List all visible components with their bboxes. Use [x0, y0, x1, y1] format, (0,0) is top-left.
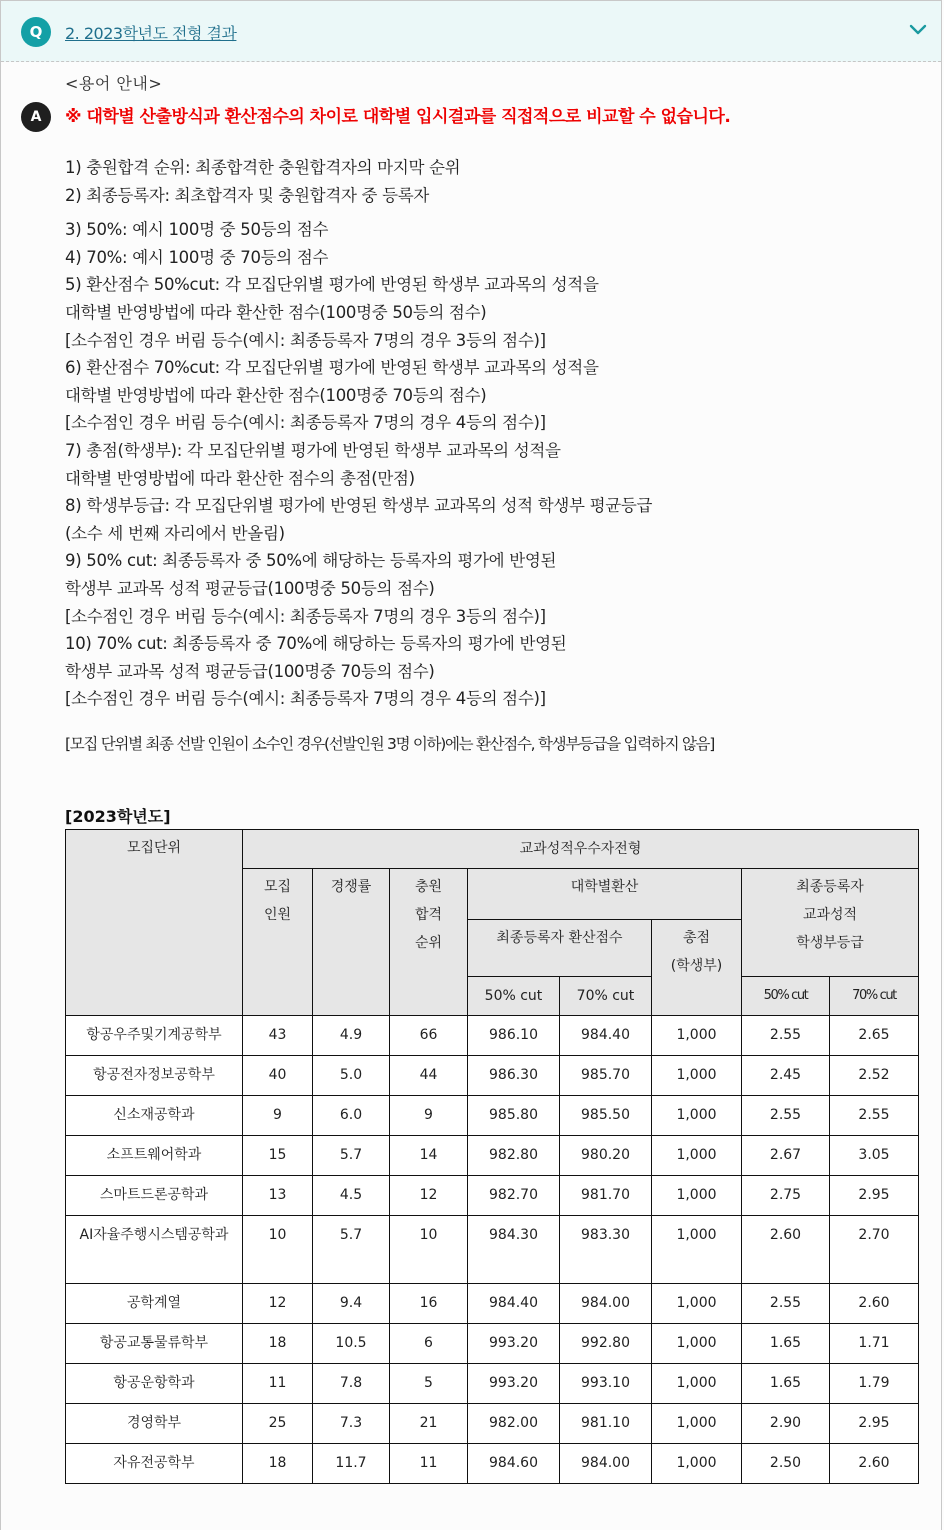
- cell-g70: 2.95: [830, 1404, 919, 1444]
- cell-g50: 2.90: [742, 1404, 830, 1444]
- cell-waitlist: 6: [390, 1324, 468, 1364]
- question-badge: Q: [21, 17, 51, 47]
- cell-unit: 경영학부: [66, 1404, 243, 1444]
- definition-line: 학생부 교과목 성적 평균등급(100명중 70등의 점수): [65, 661, 435, 681]
- cell-quota: 10: [243, 1216, 313, 1284]
- cell-waitlist: 21: [390, 1404, 468, 1444]
- definition-line: [소수점인 경우 버림 등수(예시: 최종등록자 7명의 경우 4등의 점수)]: [65, 413, 546, 433]
- cell-total: 1,000: [652, 1364, 742, 1404]
- cell-total: 1,000: [652, 1404, 742, 1444]
- cell-g70: 2.60: [830, 1284, 919, 1324]
- cell-ratio: 7.8: [313, 1364, 390, 1404]
- cell-waitlist: 66: [390, 1016, 468, 1056]
- cell-conv50: 993.20: [468, 1324, 560, 1364]
- cell-quota: 12: [243, 1284, 313, 1324]
- cell-ratio: 7.3: [313, 1404, 390, 1444]
- cell-total: 1,000: [652, 1016, 742, 1056]
- cell-conv70: 983.30: [560, 1216, 652, 1284]
- cell-g50: 1.65: [742, 1364, 830, 1404]
- cell-total: 1,000: [652, 1324, 742, 1364]
- cell-conv70: 984.40: [560, 1016, 652, 1056]
- cell-conv70: 985.50: [560, 1096, 652, 1136]
- cell-quota: 40: [243, 1056, 313, 1096]
- cell-conv50: 986.10: [468, 1016, 560, 1056]
- cell-g70: 2.65: [830, 1016, 919, 1056]
- cell-conv70: 981.70: [560, 1176, 652, 1216]
- cell-conv70: 984.00: [560, 1284, 652, 1324]
- definition-line: 9) 50% cut: 최종등록자 중 50%에 해당하는 등록자의 평가에 반영된: [65, 551, 557, 571]
- cell-waitlist: 10: [390, 1216, 468, 1284]
- small-quota-note: [모집 단위별 최종 선발 인원이 소수인 경우(선발인원 3명 이하)에는 환산점수, 학생부등급을 입력하지 않음]: [65, 734, 714, 753]
- definition-line: 6) 환산점수 70%cut: 각 모집단위별 평가에 반영된 학생부 교과목의 성적을: [65, 358, 599, 378]
- warning-notice: ※ 대학별 산출방식과 환산점수의 차이로 대학별 입시결과를 직접적으로 비교할 수 없습니다.: [65, 107, 731, 127]
- cell-ratio: 4.9: [313, 1016, 390, 1056]
- cell-total: 1,000: [652, 1096, 742, 1136]
- cell-g50: 2.55: [742, 1096, 830, 1136]
- cell-total: 1,000: [652, 1216, 742, 1284]
- definition-line: 학생부 교과목 성적 평균등급(100명중 50등의 점수): [65, 578, 435, 598]
- cell-g70: 1.79: [830, 1364, 919, 1404]
- cell-conv70: 985.70: [560, 1056, 652, 1096]
- header-conv-50: 50% cut: [468, 977, 560, 1016]
- cell-conv50: 993.20: [468, 1364, 560, 1404]
- cell-total: 1,000: [652, 1444, 742, 1484]
- header-univ-conversion: 대학별환산: [468, 869, 742, 920]
- table-row: [66, 1364, 919, 1404]
- cell-g50: 2.55: [742, 1284, 830, 1324]
- definition-line: 5) 환산점수 50%cut: 각 모집단위별 평가에 반영된 학생부 교과목의 성적을: [65, 275, 599, 295]
- chevron-down-icon[interactable]: [909, 23, 927, 37]
- header-total: 총점 (학생부): [652, 920, 742, 1016]
- answer-badge: A: [21, 102, 51, 132]
- cell-g50: 1.65: [742, 1324, 830, 1364]
- cell-total: 1,000: [652, 1056, 742, 1096]
- cell-quota: 25: [243, 1404, 313, 1444]
- cell-conv50: 984.40: [468, 1284, 560, 1324]
- definition-line: [소수점인 경우 버림 등수(예시: 최종등록자 7명의 경우 4등의 점수)]: [65, 689, 546, 709]
- cell-g70: 2.52: [830, 1056, 919, 1096]
- cell-g50: 2.50: [742, 1444, 830, 1484]
- cell-g70: 1.71: [830, 1324, 919, 1364]
- cell-ratio: 9.4: [313, 1284, 390, 1324]
- cell-g70: 2.70: [830, 1216, 919, 1284]
- admission-results-table: [65, 829, 919, 1484]
- definition-line: 4) 70%: 예시 100명 중 70등의 점수: [65, 247, 329, 267]
- cell-waitlist: 5: [390, 1364, 468, 1404]
- cell-ratio: 11.7: [313, 1444, 390, 1484]
- cell-waitlist: 16: [390, 1284, 468, 1324]
- cell-g50: 2.55: [742, 1016, 830, 1056]
- definition-line: 8) 학생부등급: 각 모집단위별 평가에 반영된 학생부 교과목의 성적 학생부 평균등급: [65, 496, 653, 516]
- cell-unit: 신소재공학과: [66, 1096, 243, 1136]
- table-row: [66, 1284, 919, 1324]
- table-row: [66, 1136, 919, 1176]
- cell-unit: 자유전공학부: [66, 1444, 243, 1484]
- cell-unit: 항공우주및기계공학부: [66, 1016, 243, 1056]
- cell-g70: 2.55: [830, 1096, 919, 1136]
- header-quota: 모집 인원: [243, 869, 313, 1016]
- cell-conv70: 984.00: [560, 1444, 652, 1484]
- definitions-list: [65, 154, 925, 713]
- cell-waitlist: 12: [390, 1176, 468, 1216]
- cell-g50: 2.45: [742, 1056, 830, 1096]
- cell-waitlist: 11: [390, 1444, 468, 1484]
- cell-conv50: 984.60: [468, 1444, 560, 1484]
- header-final-conversion: 최종등록자 환산점수: [468, 920, 652, 977]
- table-row: [66, 1324, 919, 1364]
- definition-line: 10) 70% cut: 최종등록자 중 70%에 해당하는 등록자의 평가에 반영된: [65, 634, 567, 654]
- cell-unit: AI자율주행시스템공학과: [66, 1216, 243, 1284]
- definition-line: 대학별 반영방법에 따라 환산한 점수(100명중 50등의 점수): [65, 302, 487, 322]
- cell-conv50: 982.80: [468, 1136, 560, 1176]
- answer-content: [65, 71, 925, 757]
- table-row: [66, 1216, 919, 1284]
- header-grade-50: 50% cut: [742, 977, 830, 1016]
- cell-g50: 2.67: [742, 1136, 830, 1176]
- cell-total: 1,000: [652, 1284, 742, 1324]
- definition-line: 2) 최종등록자: 최초합격자 및 충원합격자 중 등록자: [65, 185, 430, 205]
- cell-g50: 2.60: [742, 1216, 830, 1284]
- cell-conv70: 992.80: [560, 1324, 652, 1364]
- table-row: [66, 1444, 919, 1484]
- cell-conv50: 986.30: [468, 1056, 560, 1096]
- cell-conv50: 982.00: [468, 1404, 560, 1444]
- definition-line: [소수점인 경우 버림 등수(예시: 최종등록자 7명의 경우 3등의 점수)]: [65, 330, 546, 350]
- table-row: [66, 1176, 919, 1216]
- table-row: [66, 1056, 919, 1096]
- definition-line: 3) 50%: 예시 100명 중 50등의 점수: [65, 220, 329, 240]
- header-ratio: 경쟁률: [313, 869, 390, 1016]
- header-conv-70: 70% cut: [560, 977, 652, 1016]
- cell-quota: 13: [243, 1176, 313, 1216]
- definition-line: 대학별 반영방법에 따라 환산한 점수의 총점(만점): [65, 468, 415, 488]
- cell-conv50: 982.70: [468, 1176, 560, 1216]
- cell-unit: 항공교통물류학부: [66, 1324, 243, 1364]
- table-year-title: [2023학년도]: [65, 807, 171, 826]
- cell-waitlist: 44: [390, 1056, 468, 1096]
- header-final-grade: 최종등록자 교과성적 학생부등급: [742, 869, 919, 977]
- cell-unit: 항공운항학과: [66, 1364, 243, 1404]
- table-row: [66, 1096, 919, 1136]
- definition-line: 대학별 반영방법에 따라 환산한 점수(100명중 70등의 점수): [65, 385, 487, 405]
- cell-quota: 18: [243, 1444, 313, 1484]
- cell-ratio: 6.0: [313, 1096, 390, 1136]
- cell-unit: 공학계열: [66, 1284, 243, 1324]
- cell-unit: 항공전자정보공학부: [66, 1056, 243, 1096]
- terms-heading: <용어 안내>: [65, 74, 163, 93]
- cell-g70: 2.95: [830, 1176, 919, 1216]
- cell-g70: 3.05: [830, 1136, 919, 1176]
- definition-line: 1) 충원합격 순위: 최종합격한 충원합격자의 마지막 순위: [65, 158, 461, 177]
- definition-line: (소수 세 번째 자리에서 반올림): [65, 523, 285, 543]
- cell-ratio: 5.7: [313, 1136, 390, 1176]
- definition-line: [소수점인 경우 버림 등수(예시: 최종등록자 7명의 경우 3등의 점수)]: [65, 606, 546, 626]
- cell-ratio: 5.0: [313, 1056, 390, 1096]
- cell-quota: 9: [243, 1096, 313, 1136]
- cell-conv50: 984.30: [468, 1216, 560, 1284]
- cell-unit: 소프트웨어학과: [66, 1136, 243, 1176]
- header-waitlist: 충원 합격 순위: [390, 869, 468, 1016]
- cell-g50: 2.75: [742, 1176, 830, 1216]
- cell-waitlist: 14: [390, 1136, 468, 1176]
- cell-conv70: 980.20: [560, 1136, 652, 1176]
- cell-ratio: 10.5: [313, 1324, 390, 1364]
- header-unit: 모집단위: [66, 830, 243, 1016]
- cell-ratio: 4.5: [313, 1176, 390, 1216]
- header-track: 교과성적우수자전형: [243, 830, 919, 869]
- header-grade-70: 70% cut: [830, 977, 919, 1016]
- cell-quota: 11: [243, 1364, 313, 1404]
- cell-conv70: 993.10: [560, 1364, 652, 1404]
- definition-line: 7) 총점(학생부): 각 모집단위별 평가에 반영된 학생부 교과목의 성적을: [65, 440, 561, 460]
- cell-conv50: 985.80: [468, 1096, 560, 1136]
- cell-ratio: 5.7: [313, 1216, 390, 1284]
- cell-quota: 43: [243, 1016, 313, 1056]
- question-title-link[interactable]: 2. 2023학년도 전형 결과: [65, 24, 237, 43]
- cell-quota: 18: [243, 1324, 313, 1364]
- faq-question-header[interactable]: [1, 1, 941, 62]
- cell-quota: 15: [243, 1136, 313, 1176]
- cell-total: 1,000: [652, 1176, 742, 1216]
- table-row: [66, 1404, 919, 1444]
- table-row: [66, 1016, 919, 1056]
- cell-total: 1,000: [652, 1136, 742, 1176]
- cell-unit: 스마트드론공학과: [66, 1176, 243, 1216]
- cell-g70: 2.60: [830, 1444, 919, 1484]
- cell-conv70: 981.10: [560, 1404, 652, 1444]
- cell-waitlist: 9: [390, 1096, 468, 1136]
